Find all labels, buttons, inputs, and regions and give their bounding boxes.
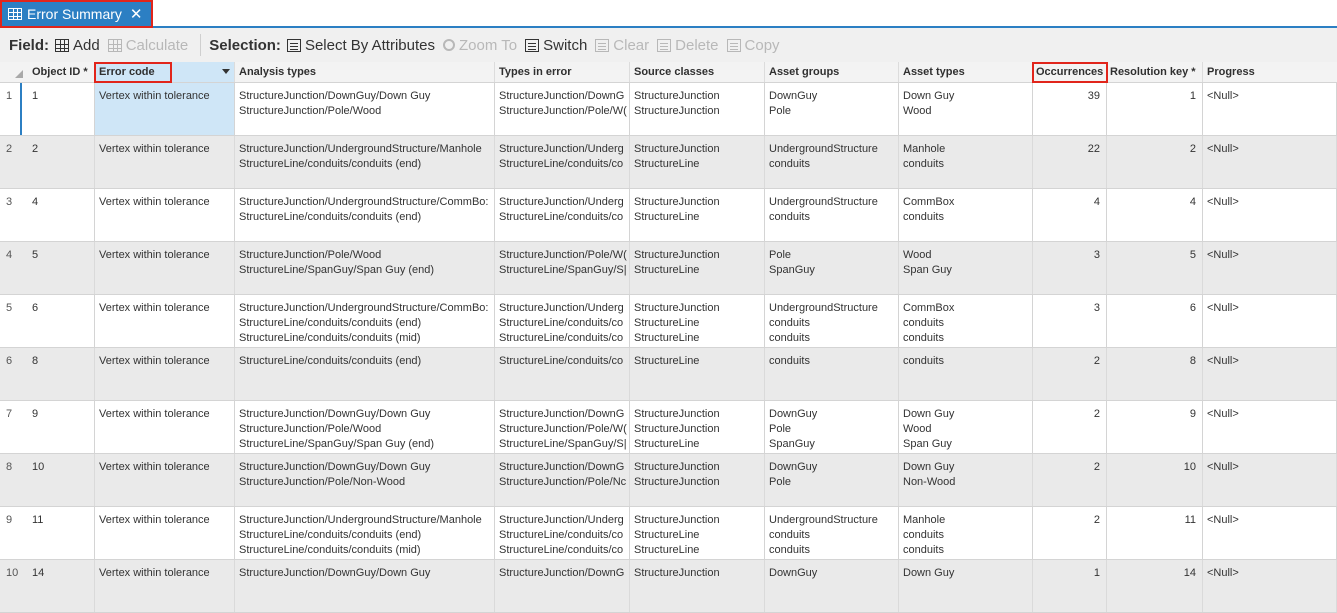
object-id-cell[interactable]: 6 bbox=[28, 295, 95, 347]
analysis-types-cell-line: StructureJunction/Pole/Non-Wood bbox=[239, 476, 406, 488]
occurrences-cell[interactable]: 2 bbox=[1033, 454, 1107, 506]
row-number-cell[interactable]: 8 bbox=[6, 461, 13, 473]
asset-groups-cell[interactable] bbox=[765, 401, 899, 453]
asset-groups-cell-line: conduits bbox=[769, 211, 810, 223]
types-in-error-cell-line: StructureJunction/Underg bbox=[499, 196, 624, 208]
error-code-cell[interactable]: Vertex within tolerance bbox=[95, 560, 235, 612]
source-classes-cell-line: StructureJunction bbox=[634, 408, 720, 420]
analysis-types-cell[interactable] bbox=[235, 401, 495, 453]
source-classes-cell-line: StructureJunction bbox=[634, 302, 720, 314]
delete-label: Delete bbox=[675, 36, 719, 54]
asset-types-cell-line: conduits bbox=[903, 355, 944, 367]
asset-groups-cell-line: conduits bbox=[769, 158, 810, 170]
source-classes-cell-line: StructureJunction bbox=[634, 105, 720, 117]
column-header-error-code-label: Error code bbox=[99, 66, 155, 78]
switch-label: Switch bbox=[543, 36, 588, 54]
occurrences-cell[interactable]: 2 bbox=[1033, 401, 1107, 453]
asset-groups-cell[interactable] bbox=[765, 295, 899, 347]
source-classes-cell-line: StructureLine bbox=[634, 332, 700, 344]
occurrences-cell[interactable]: 22 bbox=[1033, 136, 1107, 188]
asset-groups-cell[interactable] bbox=[765, 454, 899, 506]
analysis-types-cell-line: StructureJunction/UndergroundStructure/Manhole bbox=[239, 143, 482, 155]
types-in-error-cell[interactable] bbox=[495, 507, 630, 559]
types-in-error-cell-line: StructureJunction/Pole/W( bbox=[499, 249, 627, 261]
analysis-types-cell-line: StructureLine/conduits/conduits (end) bbox=[239, 529, 422, 541]
asset-types-cell-line: conduits bbox=[903, 332, 944, 344]
table-row[interactable] bbox=[0, 189, 1337, 242]
asset-groups-cell-line: Pole bbox=[769, 423, 792, 435]
resolution-key-cell[interactable]: 11 bbox=[1107, 507, 1203, 559]
types-in-error-cell[interactable] bbox=[495, 560, 630, 612]
resolution-key-cell[interactable]: 2 bbox=[1107, 136, 1203, 188]
asset-groups-cell-line: conduits bbox=[769, 544, 810, 556]
row-number-cell[interactable]: 1 bbox=[6, 90, 13, 102]
source-classes-cell-line: StructureLine bbox=[634, 529, 700, 541]
table-icon bbox=[8, 8, 22, 20]
types-in-error-cell-line: StructureJunction/Pole/W( bbox=[499, 105, 627, 117]
source-classes-cell[interactable] bbox=[630, 242, 765, 294]
progress-cell[interactable]: <Null> bbox=[1203, 507, 1337, 559]
zoom-to-button[interactable] bbox=[443, 37, 517, 54]
progress-cell[interactable]: <Null> bbox=[1203, 560, 1337, 612]
types-in-error-cell-line: StructureJunction/Pole/W( bbox=[499, 423, 627, 435]
analysis-types-cell-line: StructureJunction/DownGuy/Down Guy bbox=[239, 461, 431, 473]
table-row[interactable] bbox=[0, 401, 1337, 454]
analysis-types-cell-line: StructureLine/conduits/conduits (end) bbox=[239, 355, 422, 367]
column-header-source-classes[interactable]: Source classes bbox=[630, 62, 765, 82]
analysis-types-cell[interactable] bbox=[235, 242, 495, 294]
asset-groups-cell-line: DownGuy bbox=[769, 461, 818, 473]
types-in-error-cell-line: StructureLine/conduits/co bbox=[499, 355, 624, 367]
asset-types-cell-line: Span Guy bbox=[903, 438, 952, 450]
source-classes-cell[interactable] bbox=[630, 507, 765, 559]
asset-types-cell-line: conduits bbox=[903, 544, 944, 556]
asset-groups-cell-line: conduits bbox=[769, 317, 810, 329]
source-classes-cell[interactable] bbox=[630, 189, 765, 241]
types-in-error-cell-line: StructureLine/SpanGuy/S| bbox=[499, 264, 627, 276]
error-code-cell[interactable]: Vertex within tolerance bbox=[95, 454, 235, 506]
asset-types-cell-line: Wood bbox=[903, 249, 932, 261]
analysis-types-cell[interactable] bbox=[235, 348, 495, 400]
source-classes-cell-line: StructureJunction bbox=[634, 423, 720, 435]
row-number-cell[interactable]: 9 bbox=[6, 514, 13, 526]
toolbar-divider bbox=[200, 34, 201, 56]
source-classes-cell[interactable] bbox=[630, 401, 765, 453]
selection-label: Selection: bbox=[209, 36, 281, 54]
asset-types-cell[interactable] bbox=[899, 189, 1033, 241]
switch-icon bbox=[525, 39, 539, 52]
types-in-error-cell-line: StructureJunction/Underg bbox=[499, 143, 624, 155]
analysis-types-cell-line: StructureJunction/UndergroundStructure/CommBo: bbox=[239, 302, 489, 314]
switch-selection-button[interactable] bbox=[525, 37, 587, 54]
asset-groups-cell[interactable] bbox=[765, 189, 899, 241]
source-classes-cell-line: StructureLine bbox=[634, 544, 700, 556]
column-header-asset-groups[interactable]: Asset groups bbox=[765, 62, 899, 82]
sort-descending-icon bbox=[222, 69, 230, 74]
asset-groups-cell[interactable] bbox=[765, 242, 899, 294]
asset-types-cell[interactable] bbox=[899, 242, 1033, 294]
asset-groups-cell-line: DownGuy bbox=[769, 90, 818, 102]
resolution-key-cell[interactable]: 8 bbox=[1107, 348, 1203, 400]
table-row[interactable] bbox=[0, 454, 1337, 507]
asset-types-cell[interactable] bbox=[899, 295, 1033, 347]
source-classes-cell[interactable] bbox=[630, 454, 765, 506]
source-classes-cell[interactable] bbox=[630, 560, 765, 612]
types-in-error-cell-line: StructureLine/conduits/co bbox=[499, 332, 624, 344]
table-row[interactable] bbox=[0, 348, 1337, 401]
asset-types-cell-line: Wood bbox=[903, 423, 932, 435]
progress-cell[interactable]: <Null> bbox=[1203, 242, 1337, 294]
occurrences-cell[interactable]: 4 bbox=[1033, 189, 1107, 241]
types-in-error-cell-line: StructureLine/conduits/co bbox=[499, 317, 624, 329]
resolution-key-cell[interactable]: 1 bbox=[1107, 83, 1203, 135]
asset-groups-cell-line: DownGuy bbox=[769, 567, 818, 579]
source-classes-cell[interactable] bbox=[630, 83, 765, 135]
asset-types-cell-line: conduits bbox=[903, 158, 944, 170]
source-classes-cell[interactable] bbox=[630, 295, 765, 347]
copy-button[interactable] bbox=[727, 37, 780, 54]
add-field-label: Add bbox=[73, 36, 100, 54]
calculate-field-button[interactable] bbox=[108, 37, 189, 54]
object-id-cell[interactable]: 8 bbox=[28, 348, 95, 400]
calculate-label: Calculate bbox=[125, 36, 189, 54]
row-number-cell[interactable]: 10 bbox=[6, 567, 19, 579]
asset-types-cell-line: CommBox bbox=[903, 302, 955, 314]
calculator-icon bbox=[108, 39, 122, 52]
asset-groups-cell[interactable] bbox=[765, 507, 899, 559]
asset-types-cell-line: Down Guy bbox=[903, 461, 955, 473]
source-classes-cell-line: StructureJunction bbox=[634, 249, 720, 261]
source-classes-cell[interactable] bbox=[630, 348, 765, 400]
types-in-error-cell-line: StructureJunction/Underg bbox=[499, 514, 624, 526]
asset-types-cell[interactable] bbox=[899, 401, 1033, 453]
table-row[interactable] bbox=[0, 83, 1337, 136]
source-classes-cell-line: StructureJunction bbox=[634, 90, 720, 102]
tab-strip bbox=[0, 0, 1337, 28]
close-icon[interactable]: ✕ bbox=[129, 5, 143, 23]
source-classes-cell-line: StructureLine bbox=[634, 211, 700, 223]
occurrences-cell[interactable]: 39 bbox=[1033, 83, 1107, 135]
asset-types-cell-line: Down Guy bbox=[903, 408, 955, 420]
attribute-toolbar bbox=[0, 28, 1337, 62]
select-all-corner[interactable] bbox=[0, 62, 28, 82]
column-header-progress[interactable]: Progress bbox=[1207, 66, 1255, 78]
source-classes-cell-line: StructureLine bbox=[634, 264, 700, 276]
source-classes-cell-line: StructureLine bbox=[634, 438, 700, 450]
zoom-icon bbox=[443, 39, 455, 51]
row-number-cell[interactable]: 7 bbox=[6, 408, 13, 420]
types-in-error-cell[interactable] bbox=[495, 189, 630, 241]
analysis-types-cell-line: StructureLine/conduits/conduits (mid) bbox=[239, 332, 421, 344]
analysis-types-cell[interactable] bbox=[235, 454, 495, 506]
types-in-error-cell-line: StructureLine/conduits/co bbox=[499, 158, 624, 170]
asset-groups-cell[interactable] bbox=[765, 136, 899, 188]
add-field-button[interactable] bbox=[55, 37, 100, 54]
analysis-types-cell-line: StructureJunction/UndergroundStructure/Manhole bbox=[239, 514, 482, 526]
types-in-error-cell-line: StructureJunction/Underg bbox=[499, 302, 624, 314]
table-header bbox=[0, 62, 1337, 83]
occurrences-cell[interactable]: 3 bbox=[1033, 242, 1107, 294]
resolution-key-cell[interactable]: 14 bbox=[1107, 560, 1203, 612]
types-in-error-cell-line: StructureLine/conduits/co bbox=[499, 529, 624, 541]
asset-groups-cell-line: Pole bbox=[769, 476, 792, 488]
clear-icon bbox=[595, 39, 609, 52]
clear-selection-button[interactable] bbox=[595, 37, 649, 54]
analysis-types-cell-line: StructureLine/conduits/conduits (mid) bbox=[239, 544, 421, 556]
types-in-error-cell[interactable] bbox=[495, 454, 630, 506]
error-code-cell[interactable]: Vertex within tolerance bbox=[95, 136, 235, 188]
table-row[interactable] bbox=[0, 242, 1337, 295]
column-header-object-id[interactable]: Object ID * bbox=[28, 62, 95, 82]
analysis-types-cell-line: StructureLine/SpanGuy/Span Guy (end) bbox=[239, 438, 435, 450]
column-header-error-code[interactable] bbox=[95, 62, 235, 82]
analysis-types-cell-line: StructureJunction/Pole/Wood bbox=[239, 105, 382, 117]
object-id-cell[interactable]: 5 bbox=[28, 242, 95, 294]
copy-label: Copy bbox=[744, 36, 780, 54]
progress-cell[interactable]: <Null> bbox=[1203, 454, 1337, 506]
asset-groups-cell-line: SpanGuy bbox=[769, 438, 815, 450]
asset-types-cell-line: conduits bbox=[903, 529, 944, 541]
asset-types-cell[interactable] bbox=[899, 348, 1033, 400]
column-header-resolution-key[interactable]: Resolution key * bbox=[1107, 62, 1203, 82]
analysis-types-cell-line: StructureJunction/UndergroundStructure/CommBo: bbox=[239, 196, 489, 208]
asset-types-cell[interactable] bbox=[899, 507, 1033, 559]
analysis-types-cell-line: StructureJunction/Pole/Wood bbox=[239, 249, 382, 261]
asset-groups-cell-line: UndergroundStructure bbox=[769, 302, 878, 314]
asset-groups-cell-line: conduits bbox=[769, 332, 810, 344]
source-classes-cell-line: StructureJunction bbox=[634, 196, 720, 208]
resolution-key-cell[interactable]: 6 bbox=[1107, 295, 1203, 347]
progress-cell[interactable]: <Null> bbox=[1203, 189, 1337, 241]
tab-title: Error Summary bbox=[27, 6, 122, 22]
column-header-types-in-error[interactable]: Types in error bbox=[495, 62, 630, 82]
asset-types-cell-line: Manhole bbox=[903, 143, 946, 155]
source-classes-cell-line: StructureJunction bbox=[634, 567, 720, 579]
analysis-types-cell-line: StructureLine/SpanGuy/Span Guy (end) bbox=[239, 264, 435, 276]
progress-cell[interactable]: <Null> bbox=[1203, 348, 1337, 400]
row-number-cell[interactable]: 2 bbox=[6, 143, 13, 155]
object-id-cell[interactable]: 9 bbox=[28, 401, 95, 453]
column-header-asset-types[interactable]: Asset types bbox=[899, 62, 1033, 82]
table-row[interactable] bbox=[0, 507, 1337, 560]
object-id-cell[interactable]: 2 bbox=[28, 136, 95, 188]
asset-groups-cell-line: conduits bbox=[769, 529, 810, 541]
asset-groups-cell-line: Pole bbox=[769, 105, 792, 117]
types-in-error-cell-line: StructureJunction/Pole/Nc bbox=[499, 476, 627, 488]
analysis-types-cell[interactable] bbox=[235, 83, 495, 135]
types-in-error-cell[interactable] bbox=[495, 295, 630, 347]
analysis-types-cell-line: StructureJunction/DownGuy/Down Guy bbox=[239, 408, 431, 420]
analysis-types-cell[interactable] bbox=[235, 189, 495, 241]
object-id-cell[interactable]: 4 bbox=[28, 189, 95, 241]
zoom-to-label: Zoom To bbox=[459, 36, 518, 54]
asset-types-cell-line: Wood bbox=[903, 105, 932, 117]
types-in-error-cell-line: StructureLine/SpanGuy/S| bbox=[499, 438, 627, 450]
analysis-types-cell-line: StructureLine/conduits/conduits (end) bbox=[239, 158, 422, 170]
active-row-indicator bbox=[20, 83, 22, 135]
asset-types-cell[interactable] bbox=[899, 560, 1033, 612]
source-classes-cell-line: StructureLine bbox=[634, 158, 700, 170]
types-in-error-cell[interactable] bbox=[495, 348, 630, 400]
asset-types-cell-line: Down Guy bbox=[903, 90, 955, 102]
source-classes-cell-line: StructureLine bbox=[634, 355, 700, 367]
asset-groups-cell-line: UndergroundStructure bbox=[769, 514, 878, 526]
copy-icon bbox=[727, 39, 741, 52]
table-row[interactable] bbox=[0, 560, 1337, 613]
occurrences-cell[interactable]: 3 bbox=[1033, 295, 1107, 347]
analysis-types-cell-line: StructureLine/conduits/conduits (end) bbox=[239, 317, 422, 329]
resolution-key-cell[interactable]: 4 bbox=[1107, 189, 1203, 241]
types-in-error-cell[interactable] bbox=[495, 83, 630, 135]
source-classes-cell-line: StructureJunction bbox=[634, 143, 720, 155]
asset-groups-cell[interactable] bbox=[765, 83, 899, 135]
error-code-cell[interactable]: Vertex within tolerance bbox=[95, 401, 235, 453]
analysis-types-cell-line: StructureLine/conduits/conduits (end) bbox=[239, 211, 422, 223]
occurrences-cell[interactable]: 2 bbox=[1033, 507, 1107, 559]
progress-cell[interactable]: <Null> bbox=[1203, 136, 1337, 188]
asset-types-cell[interactable] bbox=[899, 454, 1033, 506]
types-in-error-cell[interactable] bbox=[495, 242, 630, 294]
error-code-cell[interactable]: Vertex within tolerance bbox=[95, 83, 235, 135]
types-in-error-cell-line: StructureLine/conduits/co bbox=[499, 544, 624, 556]
analysis-types-cell-line: StructureJunction/DownGuy/Down Guy bbox=[239, 90, 431, 102]
types-in-error-cell[interactable] bbox=[495, 136, 630, 188]
object-id-cell[interactable]: 14 bbox=[28, 560, 95, 612]
types-in-error-cell-line: StructureJunction/DownG bbox=[499, 90, 625, 102]
delete-icon bbox=[657, 39, 671, 52]
field-label: Field: bbox=[9, 36, 49, 54]
error-code-cell[interactable]: Vertex within tolerance bbox=[95, 189, 235, 241]
occurrences-cell[interactable]: 2 bbox=[1033, 348, 1107, 400]
table-row[interactable] bbox=[0, 136, 1337, 189]
asset-types-cell-line: Span Guy bbox=[903, 264, 952, 276]
delete-button[interactable] bbox=[657, 37, 718, 54]
row-number-cell[interactable]: 5 bbox=[6, 302, 13, 314]
select-by-attributes-button[interactable] bbox=[287, 37, 435, 54]
source-classes-cell-line: StructureLine bbox=[634, 317, 700, 329]
analysis-types-cell[interactable] bbox=[235, 560, 495, 612]
error-code-cell[interactable]: Vertex within tolerance bbox=[95, 348, 235, 400]
select-by-attributes-icon bbox=[287, 39, 301, 52]
asset-types-cell[interactable] bbox=[899, 83, 1033, 135]
asset-groups-cell-line: UndergroundStructure bbox=[769, 196, 878, 208]
resolution-key-cell[interactable]: 9 bbox=[1107, 401, 1203, 453]
error-code-cell[interactable]: Vertex within tolerance bbox=[95, 507, 235, 559]
tab-error-summary[interactable] bbox=[0, 0, 153, 28]
object-id-cell[interactable]: 10 bbox=[28, 454, 95, 506]
clear-label: Clear bbox=[613, 36, 650, 54]
analysis-types-cell-line: StructureJunction/DownGuy/Down Guy bbox=[239, 567, 431, 579]
table-row[interactable] bbox=[0, 295, 1337, 348]
asset-types-cell-line: CommBox bbox=[903, 196, 955, 208]
column-header-occurrences[interactable]: Occurrences bbox=[1033, 62, 1107, 82]
asset-types-cell-line: Non-Wood bbox=[903, 476, 956, 488]
types-in-error-cell[interactable] bbox=[495, 401, 630, 453]
analysis-types-cell[interactable] bbox=[235, 136, 495, 188]
source-classes-cell-line: StructureJunction bbox=[634, 476, 720, 488]
resolution-key-cell[interactable]: 5 bbox=[1107, 242, 1203, 294]
asset-groups-cell-line: Pole bbox=[769, 249, 792, 261]
object-id-cell[interactable]: 1 bbox=[28, 83, 95, 135]
row-number-cell[interactable]: 3 bbox=[6, 196, 13, 208]
analysis-types-cell[interactable] bbox=[235, 295, 495, 347]
progress-cell[interactable]: <Null> bbox=[1203, 295, 1337, 347]
source-classes-cell-line: StructureJunction bbox=[634, 461, 720, 473]
asset-types-cell-line: Manhole bbox=[903, 514, 946, 526]
asset-groups-cell[interactable] bbox=[765, 348, 899, 400]
progress-cell[interactable]: <Null> bbox=[1203, 401, 1337, 453]
asset-groups-cell-line: UndergroundStructure bbox=[769, 143, 878, 155]
asset-groups-cell-line: conduits bbox=[769, 355, 810, 367]
asset-types-cell-line: conduits bbox=[903, 211, 944, 223]
column-header-analysis-types[interactable]: Analysis types bbox=[235, 62, 495, 82]
error-code-cell[interactable]: Vertex within tolerance bbox=[95, 242, 235, 294]
types-in-error-cell-line: StructureJunction/DownG bbox=[499, 567, 625, 579]
types-in-error-cell-line: StructureJunction/DownG bbox=[499, 461, 625, 473]
occurrences-cell[interactable]: 1 bbox=[1033, 560, 1107, 612]
asset-types-cell[interactable] bbox=[899, 136, 1033, 188]
resolution-key-cell[interactable]: 10 bbox=[1107, 454, 1203, 506]
source-classes-cell-line: StructureJunction bbox=[634, 514, 720, 526]
analysis-types-cell-line: StructureJunction/Pole/Wood bbox=[239, 423, 382, 435]
asset-types-cell-line: Down Guy bbox=[903, 567, 955, 579]
asset-groups-cell-line: DownGuy bbox=[769, 408, 818, 420]
object-id-cell[interactable]: 11 bbox=[28, 507, 95, 559]
select-by-attributes-label: Select By Attributes bbox=[304, 36, 436, 54]
analysis-types-cell[interactable] bbox=[235, 507, 495, 559]
asset-types-cell-line: conduits bbox=[903, 317, 944, 329]
error-code-cell[interactable]: Vertex within tolerance bbox=[95, 295, 235, 347]
types-in-error-cell-line: StructureJunction/DownG bbox=[499, 408, 625, 420]
row-number-cell[interactable]: 6 bbox=[6, 355, 13, 367]
types-in-error-cell-line: StructureLine/conduits/co bbox=[499, 211, 624, 223]
add-field-icon bbox=[55, 39, 69, 52]
asset-groups-cell[interactable] bbox=[765, 560, 899, 612]
asset-groups-cell-line: SpanGuy bbox=[769, 264, 815, 276]
row-number-cell[interactable]: 4 bbox=[6, 249, 13, 261]
progress-cell[interactable]: <Null> bbox=[1203, 83, 1337, 135]
source-classes-cell[interactable] bbox=[630, 136, 765, 188]
